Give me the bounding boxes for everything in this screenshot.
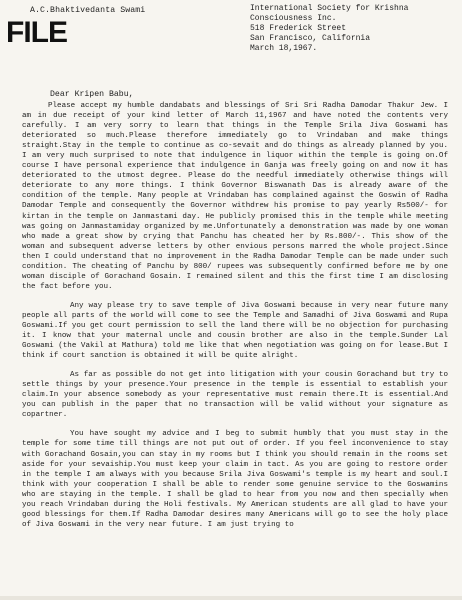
address-line: Consciousness Inc. bbox=[250, 14, 337, 23]
body-paragraph: As far as possible do not get into litigation with your cousin Gorachand but try to settle things by your presence.Your presence in the temple is essential to establish your claim.In your absence somebody as your representative must remain there.It is essential.And you can publish in the paper that no transaction will be valid without your signature as copartner. bbox=[22, 371, 448, 420]
address-line: San Francisco, California bbox=[250, 34, 371, 43]
letter-date: March 18,1967. bbox=[250, 44, 318, 53]
salutation: Dear Kripen Babu, bbox=[50, 90, 134, 99]
letterhead-address bbox=[250, 4, 408, 54]
sender-name: A.C.Bhaktivedanta Swami bbox=[30, 6, 146, 15]
address-line: 518 Frederick Street bbox=[250, 24, 347, 33]
page-bottom-edge bbox=[0, 596, 462, 600]
body-paragraph: Any way please try to save temple of Jiva Goswami because in very near future many people all parts of the world will come to see the Temple and Samadhi of Jiva Goswami and Rupa Goswami.If you get court permission to sell the land there will be no objection for purchasing it. I know that your maternal uncle and cousin brother are also in the temple.Sunder Lal Goswami (the Vakil at Mathura) told me like that when negotiation was going on for lease.But I think if court sanction is obtained it will be quite alright. bbox=[22, 301, 448, 361]
letter-body bbox=[22, 101, 448, 539]
body-paragraph: Please accept my humble dandabats and blessings of Sri Sri Radha Damodar Thakur Jew. I am in due receipt of your kind letter of March 11,1967 and have noted the contents very carefully. I am very sorry to learn that things in the Temple Srila Jiva Goswami has deteriorated so much.Please therefore immediately go to Vrindaban and make things straight.Stay in the temple to continue as co-sevait and do things as already planned by you. I am very much surprised to note that indulgence in liquor within the temple is going on.Of course I have personal experience that indulgence in Ganja was freely going on and now it has deteriorated to the utmost degree. Please do the needful immediately otherwise things will deteriorate to any more things. I think Governor Biswanath Das is already aware of the condition of the temple. Many people at Vrindaban has complained against the Goswin of Radha Damodar Temple and consequently the Governor withdrew his promise to pay yearly Rs500/- for kirtan in the temple on Janmastami day. He publicly promised this in the temple while meeting was going on Janmastamiday organized by me.Unfortunately a demonstration was made by one woman who made a great show by crying that Panchu has cheated her by Rs.800/-. This show of the woman and subsequent adverse letters by other envious persons marred the whole project.Since then I could understand that no improvement in the Radha Damodar Temple can be made under such condition. The cheating of Panchu by 800/ rupees was subsequently confirmed before me by one woman disciple of Gorachand Gosain. I remained silent and this the first time I am disclosing the fact before you. bbox=[22, 102, 448, 291]
file-stamp: FILE bbox=[6, 16, 67, 49]
address-line: International Society for Krishna bbox=[250, 4, 409, 13]
body-paragraph: You have sought my advice and I beg to submit humbly that you must stay in the temple for some time till things are not put out of order. If you feel inconvenience to stay with Gorachand Gosain,you can stay in my rooms but I think you should remain in the rooms set aside for your sevaiship.You must keep your claim in tact. As you are going to restore order in the temple I am always with you because Srila Jiva Goswami's temple is my heart and soul.I think with your cooperation I shall be able to render some genuine service to the Goswamins who are staying in the temple. I shall be glad to hear from you now and then specially when you reach Vrindaban during the Holi festivals. My American students are all glad to have your good blessings for them.If Radha Damodar desires many Americans will go to see the holy place of Jiva Goswami in the very near future. I am just trying to bbox=[22, 430, 448, 529]
